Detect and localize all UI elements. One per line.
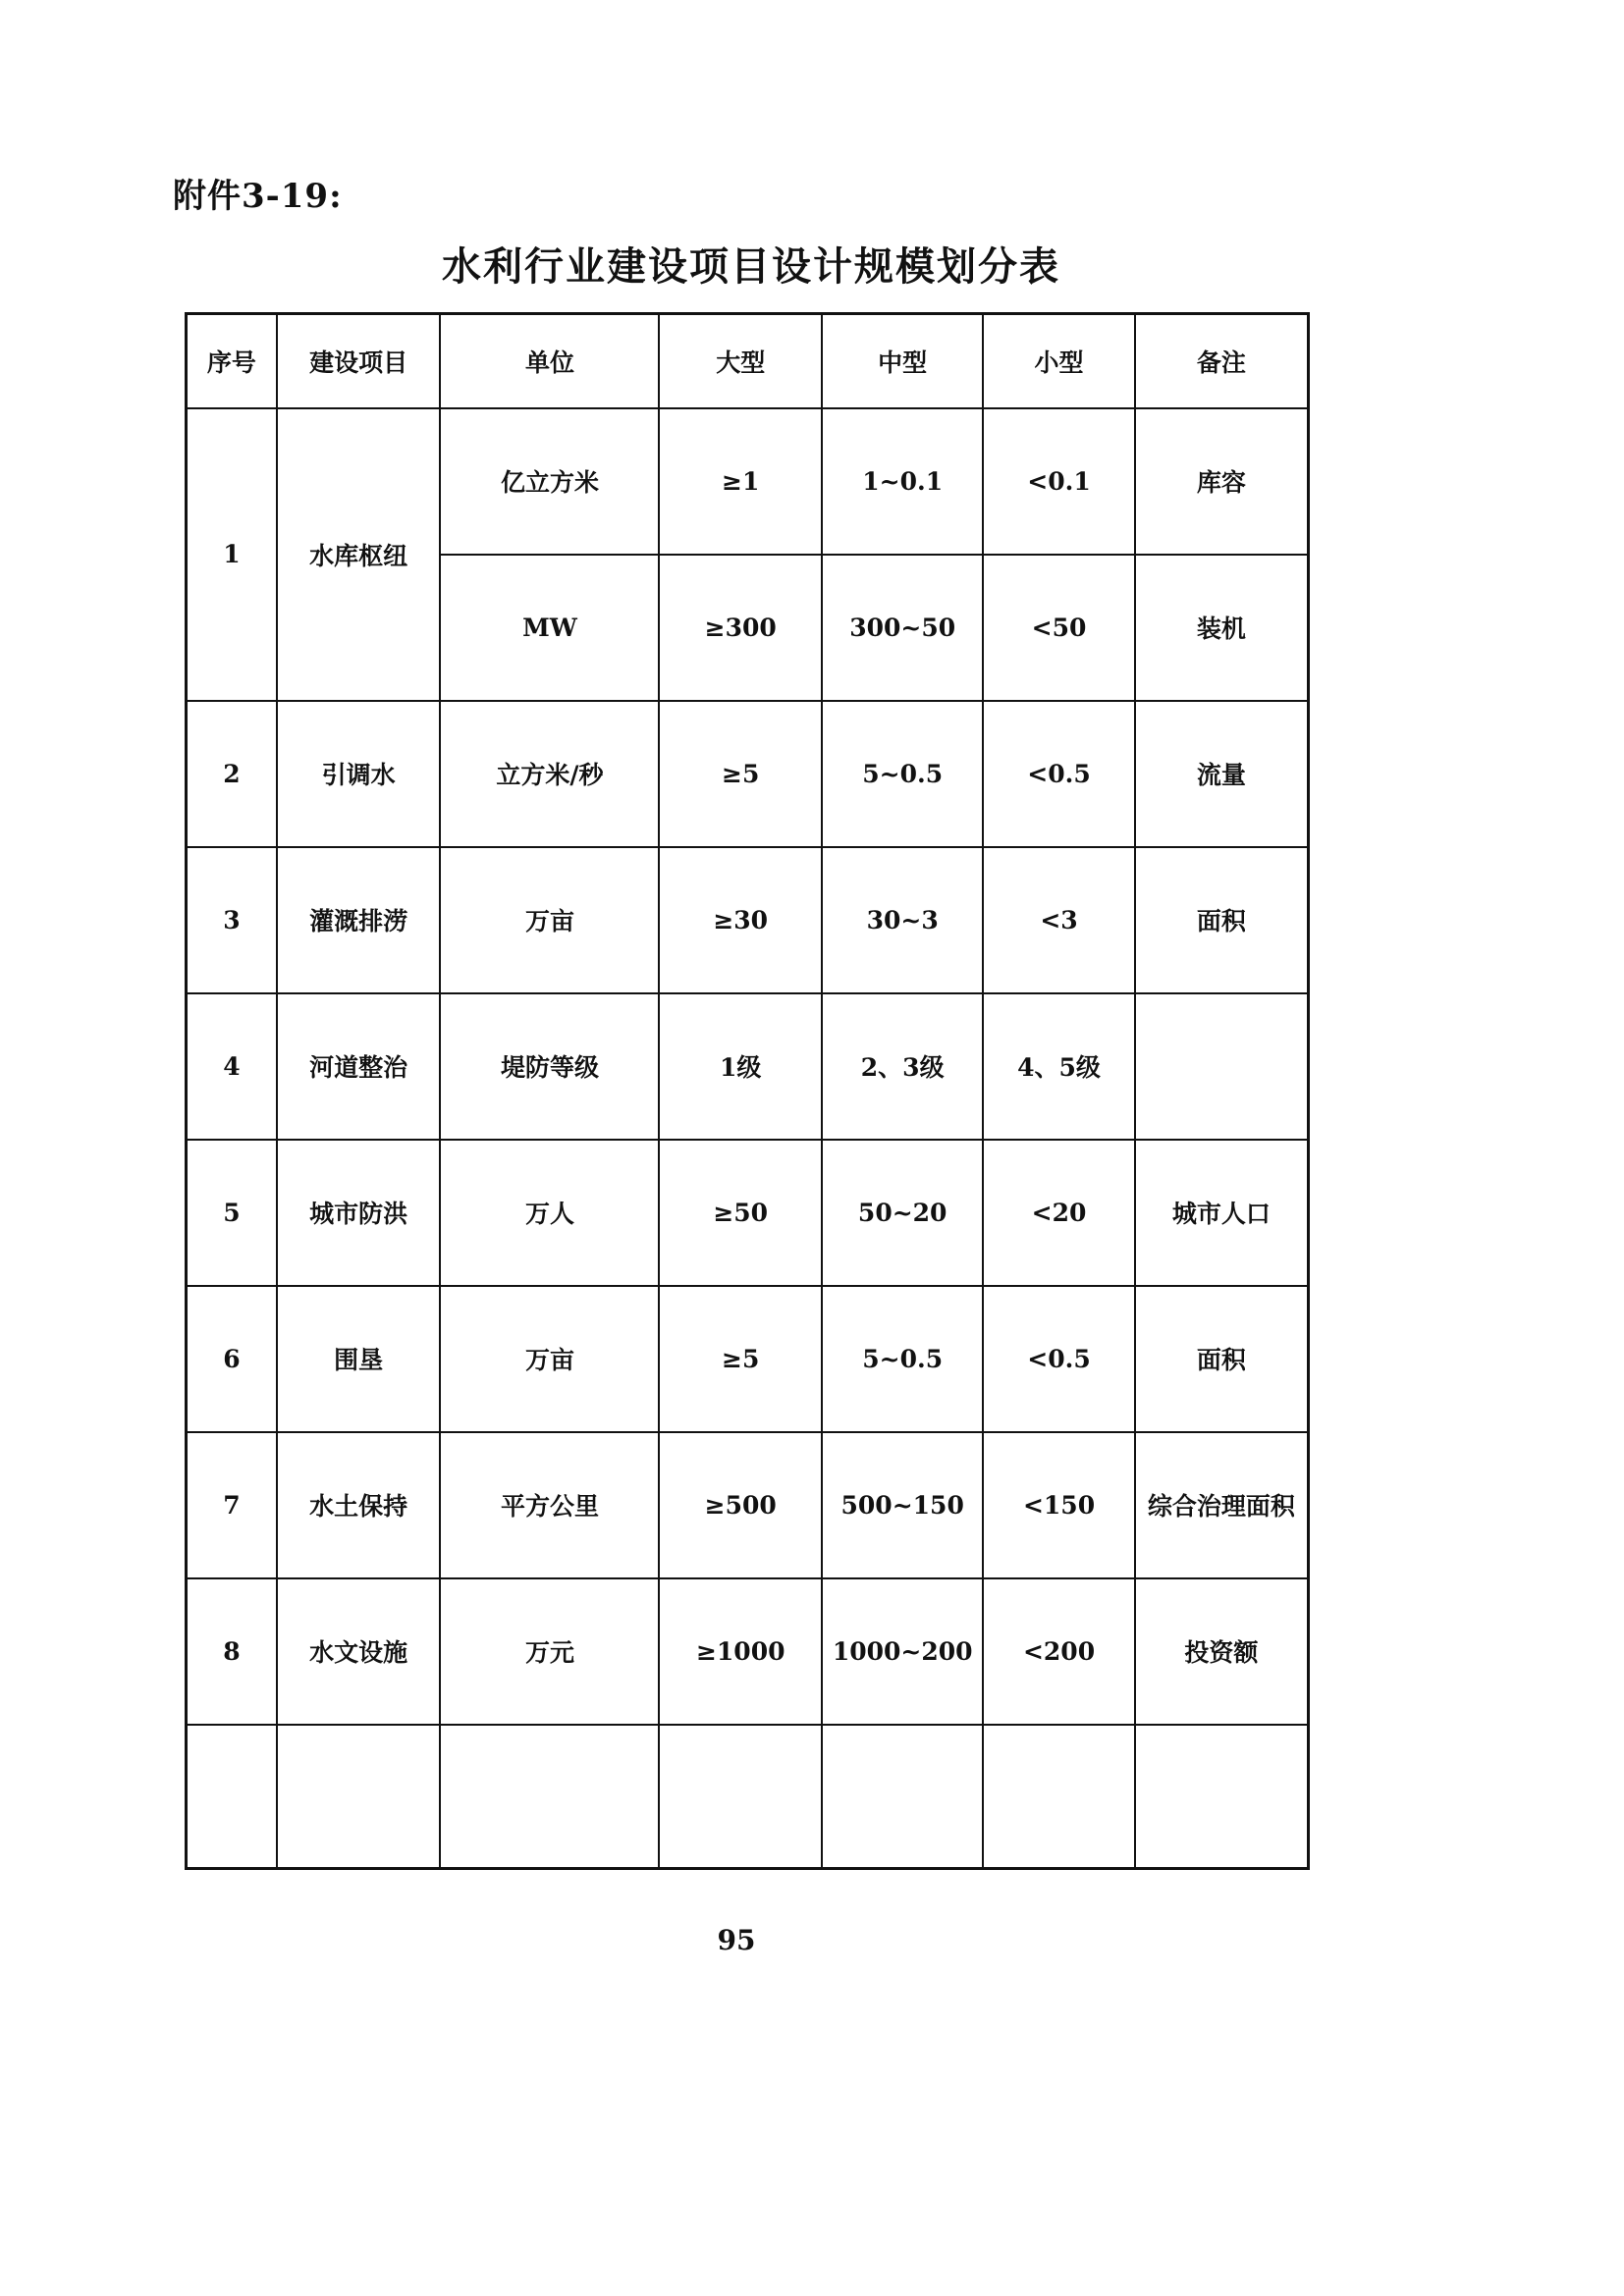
- row-no-cell: 4: [187, 993, 277, 1140]
- row-small-cell: <3: [983, 847, 1134, 993]
- empty-cell: [822, 1725, 983, 1869]
- row-project-cell: 水文设施: [277, 1578, 441, 1725]
- table-row: [187, 1432, 1309, 1578]
- row-medium-cell: 1~0.1: [822, 408, 983, 555]
- document-title: 水利行业建设项目设计规模划分表: [442, 244, 1060, 290]
- design-scale-table: [185, 312, 1310, 1870]
- row-project-cell: 河道整治: [277, 993, 441, 1140]
- page-number: 95: [717, 1924, 756, 1956]
- table-row: [187, 847, 1309, 993]
- table-row: [187, 1286, 1309, 1432]
- row-no-cell: 6: [187, 1286, 277, 1432]
- row-note-cell: 综合治理面积: [1135, 1432, 1309, 1578]
- row-project-cell: 灌溉排涝: [277, 847, 441, 993]
- row-medium-cell: 500~150: [822, 1432, 983, 1578]
- header-cell-small: 小型: [983, 314, 1134, 408]
- table-row: [187, 408, 1309, 555]
- header-cell-unit: 单位: [440, 314, 659, 408]
- row-small-cell: <200: [983, 1578, 1134, 1725]
- header-cell-note: 备注: [1135, 314, 1309, 408]
- empty-cell: [187, 1725, 277, 1869]
- row-large-cell: ≥30: [659, 847, 822, 993]
- row-large-cell: ≥5: [659, 1286, 822, 1432]
- row-small-cell: <20: [983, 1140, 1134, 1286]
- row-small-cell: 4、5级: [983, 993, 1134, 1140]
- table-row: [187, 701, 1309, 847]
- row-large-cell: ≥1: [659, 408, 822, 555]
- row-small-cell: <50: [983, 555, 1134, 701]
- row-no-cell: 8: [187, 1578, 277, 1725]
- row-unit-cell: 万元: [440, 1578, 659, 1725]
- row-no-cell: 3: [187, 847, 277, 993]
- row-medium-cell: 2、3级: [822, 993, 983, 1140]
- row-note-cell: [1135, 993, 1309, 1140]
- row-note-cell: 投资额: [1135, 1578, 1309, 1725]
- header-cell-no: 序号: [187, 314, 277, 408]
- table-row: [187, 1578, 1309, 1725]
- row-large-cell: ≥500: [659, 1432, 822, 1578]
- row-note-cell: 流量: [1135, 701, 1309, 847]
- row-no-cell: 2: [187, 701, 277, 847]
- empty-cell: [1135, 1725, 1309, 1869]
- header-cell-large: 大型: [659, 314, 822, 408]
- row-unit-cell: 堤防等级: [440, 993, 659, 1140]
- empty-table-row: [187, 1725, 1309, 1869]
- row-unit-cell: 平方公里: [440, 1432, 659, 1578]
- row-unit-cell: MW: [440, 555, 659, 701]
- empty-cell: [277, 1725, 441, 1869]
- row-medium-cell: 30~3: [822, 847, 983, 993]
- row-project-cell: 围垦: [277, 1286, 441, 1432]
- empty-cell: [440, 1725, 659, 1869]
- row-note-cell: 库容: [1135, 408, 1309, 555]
- row-note-cell: 城市人口: [1135, 1140, 1309, 1286]
- row-medium-cell: 5~0.5: [822, 701, 983, 847]
- row-large-cell: ≥300: [659, 555, 822, 701]
- attachment-label: 附件3-19:: [173, 177, 343, 216]
- row-large-cell: ≥5: [659, 701, 822, 847]
- row-large-cell: ≥50: [659, 1140, 822, 1286]
- row-no-cell: 7: [187, 1432, 277, 1578]
- header-cell-project: 建设项目: [277, 314, 441, 408]
- row-project-cell: 城市防洪: [277, 1140, 441, 1286]
- header-cell-medium: 中型: [822, 314, 983, 408]
- row-large-cell: 1级: [659, 993, 822, 1140]
- row-no-cell: 1: [187, 408, 277, 701]
- row-large-cell: ≥1000: [659, 1578, 822, 1725]
- row-unit-cell: 万亩: [440, 847, 659, 993]
- row-unit-cell: 亿立方米: [440, 408, 659, 555]
- row-note-cell: 面积: [1135, 1286, 1309, 1432]
- row-small-cell: <0.5: [983, 1286, 1134, 1432]
- row-unit-cell: 万亩: [440, 1286, 659, 1432]
- table-header-row: [187, 314, 1309, 408]
- row-project-cell: 水库枢纽: [277, 408, 441, 701]
- empty-cell: [659, 1725, 822, 1869]
- empty-cell: [983, 1725, 1134, 1869]
- row-medium-cell: 50~20: [822, 1140, 983, 1286]
- row-no-cell: 5: [187, 1140, 277, 1286]
- row-note-cell: 面积: [1135, 847, 1309, 993]
- row-project-cell: 水土保持: [277, 1432, 441, 1578]
- row-medium-cell: 1000~200: [822, 1578, 983, 1725]
- row-unit-cell: 万人: [440, 1140, 659, 1286]
- row-medium-cell: 300~50: [822, 555, 983, 701]
- row-unit-cell: 立方米/秒: [440, 701, 659, 847]
- row-medium-cell: 5~0.5: [822, 1286, 983, 1432]
- row-project-cell: 引调水: [277, 701, 441, 847]
- row-small-cell: <150: [983, 1432, 1134, 1578]
- row-small-cell: <0.5: [983, 701, 1134, 847]
- row-small-cell: <0.1: [983, 408, 1134, 555]
- table-row: [187, 1140, 1309, 1286]
- row-note-cell: 装机: [1135, 555, 1309, 701]
- table-row: [187, 993, 1309, 1140]
